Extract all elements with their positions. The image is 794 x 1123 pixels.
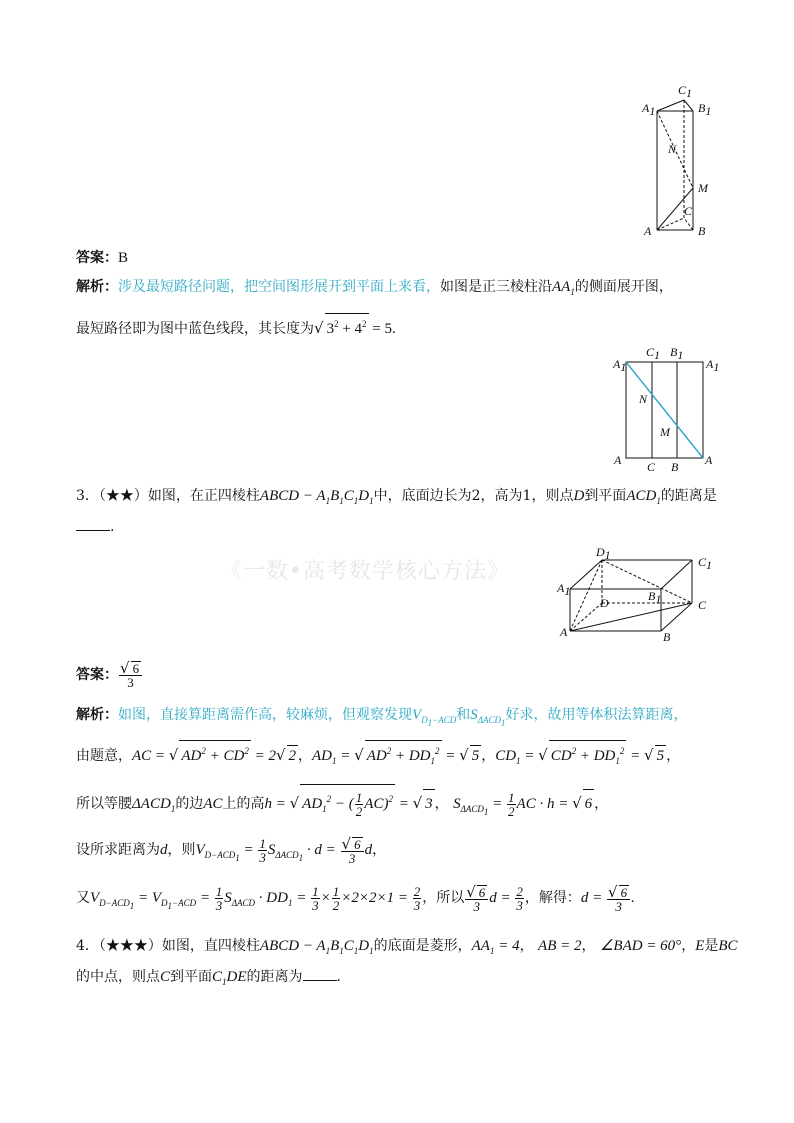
q3-answer: 答案： $\frac{√ 6}{3}$ [76, 660, 143, 690]
q3-line3: 设所求距离为d，则$V_{D-ACD_1}$ = $\frac{1}{3}$ $S_{\Delta ACD_1} \cdot d$ = $\frac{√ 6}{3}$ d， [76, 834, 387, 866]
label-A-right: A [705, 453, 713, 467]
math-AA1: $AA_1$ [552, 279, 575, 297]
q4-stem-line2: 的中点，则点C到平面$C_1DE$的距离为 . [76, 966, 341, 992]
q2-analysis: 解析：涉及最短路径问题，把空间图形展开到平面上来看，如图是正三棱柱沿$AA_1$的侧面展开图， [76, 279, 673, 297]
label-N: N [639, 392, 648, 406]
label-B: B [663, 630, 671, 644]
label-A1-right: A1 [706, 357, 720, 374]
label-M: M [660, 425, 670, 439]
label-C1: C1 [698, 555, 713, 572]
label-C: C [698, 598, 707, 612]
q2-answer: 答案：B [76, 250, 129, 266]
label-A1: A1 [642, 101, 656, 118]
q3-analysis: 解析：如图，直接算距离需作高，较麻烦，但观察发现$V_{D_1-ACD}$和$S_{\Delta ACD_1}$好求，故用等体积法算距离， [76, 707, 688, 728]
label-B: B [671, 460, 679, 474]
label-D1: D1 [596, 546, 611, 562]
label-A1: A1 [557, 581, 571, 598]
q2-analysis-line2: 最短路径即为图中蓝色线段，其长度为√ $3^2 + 4^2 = 5$. [76, 313, 396, 339]
label-B1: B1 [670, 345, 684, 362]
q3-line1: 由题意，AC = √ $AD^2 + CD^2 = 2√$ 2 ，$AD_1$ = √ $AD^2 + DD_1^2$ = √ 5 ，$CD_1$ = √ $CD^2 + DD_1^2$ = √ 5 ， [76, 740, 680, 771]
label-A: A [644, 224, 652, 238]
cuboid-figure [556, 546, 722, 646]
unfolded-figure [608, 342, 720, 474]
prism-figure [640, 80, 720, 242]
answer-blank[interactable] [303, 966, 337, 981]
label-B: B [698, 224, 706, 238]
label-C: C [647, 460, 656, 474]
q3-line2: 所以等腰$\Delta ACD_1$的边AC上的高h = √ $AD_1^2$ − ( $\frac{1}{2}$ AC)$^2$ = √ 3 ， $S_{\Delta ACD_1}$ = $\frac{1}{2}$ AC · h = √ 6 ， [76, 784, 608, 826]
label-C: C [684, 204, 693, 218]
label-N: N [668, 142, 677, 156]
label-B1: B1 [698, 101, 712, 118]
q3-blank: . [76, 516, 114, 537]
watermark: 《一数•高考数学核心方法》 [220, 559, 510, 584]
label-A1-left: A1 [613, 357, 627, 374]
label-M: M [698, 181, 708, 195]
q4-stem: 4．（★★★）如图，直四棱柱ABCD − $A_1B_1C_1D_1$的底面是菱形，$AA_1 = 4$， AB = 2， ∠BAD = 60°，E是BC [76, 938, 738, 956]
answer-blank[interactable] [76, 516, 110, 531]
answer-fraction: $\frac{√ 6}{3}$ [119, 661, 142, 689]
label-C1: C1 [678, 83, 693, 100]
label-C1: C1 [646, 345, 661, 362]
label-B1: B1 [648, 589, 662, 606]
label-A: A [560, 625, 568, 639]
q3-line4: 又$V_{D-ACD_1} = V_{D_1-ACD}$ = $\frac{1}{3}$ $S_{\Delta ACD} \cdot DD_1$ = $\frac{1}{3}$ × $\frac{1}{2}$ ×2×2×1 = $\frac{2}{3}$ ，所以 $\frac{√ 6}{3}$ d = $\frac{2}{3}$ ，解得：d = $\frac{√ 6}{3}$ . [76, 882, 635, 914]
q3-stem: 3．（★★）如图，在正四棱柱ABCD − $A_1B_1C_1D_1$中，底面边长为2，高为1，则点D到平面$ACD_1$的距离是 [76, 488, 717, 506]
label-A-left: A [614, 453, 622, 467]
math-length: √ $3^2 + 4^2 = 5$. [314, 321, 396, 337]
label-D: D [600, 596, 609, 610]
